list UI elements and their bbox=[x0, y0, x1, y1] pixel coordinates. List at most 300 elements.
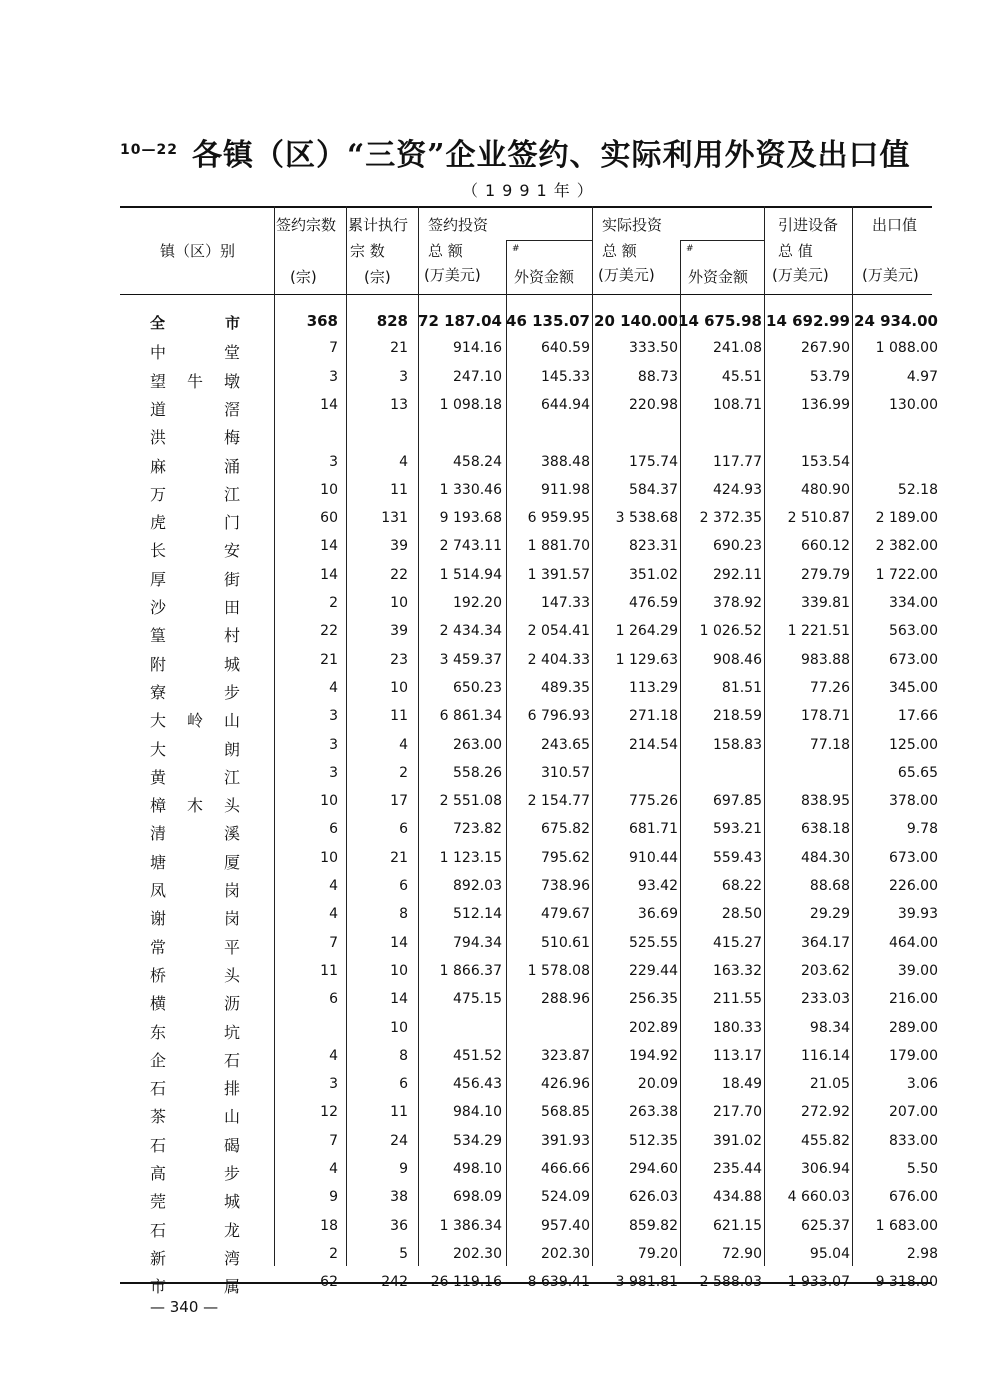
cell-actual-total: 20 140.00 bbox=[594, 312, 678, 330]
cell-contracts: 3 bbox=[329, 708, 338, 724]
cell-cumulative: 9 bbox=[399, 1161, 408, 1177]
cell-contract-foreign: 466.66 bbox=[541, 1161, 590, 1177]
town-label: 樟木头 bbox=[150, 796, 240, 815]
cell-contracts: 6 bbox=[329, 821, 338, 837]
cell-actual-total: 1 129.63 bbox=[615, 652, 678, 668]
cell-export: 5.50 bbox=[906, 1161, 938, 1177]
cell-town bbox=[150, 850, 240, 872]
cell-town bbox=[150, 963, 240, 985]
town-label: 高步 bbox=[150, 1164, 240, 1183]
cell-cumulative: 11 bbox=[390, 708, 408, 724]
cell-contract-foreign: 8 639.41 bbox=[527, 1274, 590, 1290]
cell-equipment: 4 660.03 bbox=[787, 1189, 850, 1205]
cell-town bbox=[150, 878, 240, 900]
cell-town bbox=[150, 1161, 240, 1183]
cell-actual-total: 681.71 bbox=[629, 821, 678, 837]
town-label: 黄江 bbox=[150, 768, 240, 787]
header-bottom-rule bbox=[120, 294, 932, 295]
cell-cumulative: 2 bbox=[399, 765, 408, 781]
cell-export: 24 934.00 bbox=[854, 312, 938, 330]
cell-equipment: 14 692.99 bbox=[766, 312, 850, 330]
cell-export: 65.65 bbox=[897, 765, 938, 781]
cell-actual-foreign: 424.93 bbox=[713, 482, 762, 498]
cell-contracts: 18 bbox=[320, 1218, 338, 1234]
cell-export: 676.00 bbox=[889, 1189, 938, 1205]
town-label: 寮步 bbox=[150, 683, 240, 702]
cell-equipment: 95.04 bbox=[809, 1246, 850, 1262]
cell-actual-total: 214.54 bbox=[629, 737, 678, 753]
cell-cumulative: 6 bbox=[399, 1076, 408, 1092]
cell-contracts: 3 bbox=[329, 1076, 338, 1092]
header-contract-foreign: 外资金额 bbox=[514, 268, 575, 286]
cell-equipment: 77.18 bbox=[809, 737, 850, 753]
cell-town bbox=[150, 397, 240, 419]
cell-contract-total: 1 123.15 bbox=[439, 850, 502, 866]
cell-contracts: 3 bbox=[329, 369, 338, 385]
cell-cumulative: 6 bbox=[399, 878, 408, 894]
cell-export: 39.00 bbox=[897, 963, 938, 979]
cell-actual-total: 175.74 bbox=[629, 454, 678, 470]
cell-contracts: 14 bbox=[320, 397, 338, 413]
cell-contract-total: 9 193.68 bbox=[439, 510, 502, 526]
cell-town bbox=[150, 1133, 240, 1155]
foreign-mark: # bbox=[686, 244, 694, 254]
cell-cumulative: 10 bbox=[390, 963, 408, 979]
cell-contract-foreign: 6 796.93 bbox=[527, 708, 590, 724]
cell-equipment: 178.71 bbox=[801, 708, 850, 724]
cell-cumulative: 3 bbox=[399, 369, 408, 385]
town-label: 麻涌 bbox=[150, 457, 240, 476]
cell-cumulative: 4 bbox=[399, 454, 408, 470]
cell-contracts: 6 bbox=[329, 991, 338, 1007]
cell-contracts: 3 bbox=[329, 737, 338, 753]
cell-contract-total: 458.24 bbox=[453, 454, 502, 470]
town-label: 塘厦 bbox=[150, 853, 240, 872]
cell-actual-total: 584.37 bbox=[629, 482, 678, 498]
cell-contracts: 4 bbox=[329, 680, 338, 696]
town-label: 桥头 bbox=[150, 966, 240, 985]
cell-cumulative: 39 bbox=[390, 623, 408, 639]
cell-contract-foreign: 510.61 bbox=[541, 935, 590, 951]
cell-town bbox=[150, 538, 240, 560]
cell-cumulative: 8 bbox=[399, 906, 408, 922]
cell-contract-foreign: 323.87 bbox=[541, 1048, 590, 1064]
cell-export: 179.00 bbox=[889, 1048, 938, 1064]
header-contracts-unit: (宗) bbox=[290, 268, 317, 286]
cell-actual-total: 113.29 bbox=[629, 680, 678, 696]
cell-contract-foreign: 2 054.41 bbox=[527, 623, 590, 639]
cell-town bbox=[150, 425, 240, 447]
cell-town bbox=[150, 765, 240, 787]
cell-contract-total: 456.43 bbox=[453, 1076, 502, 1092]
cell-contract-total: 192.20 bbox=[453, 595, 502, 611]
cell-export: 833.00 bbox=[889, 1133, 938, 1149]
cell-town bbox=[150, 652, 240, 674]
cell-export: 226.00 bbox=[889, 878, 938, 894]
cell-contracts: 7 bbox=[329, 935, 338, 951]
cell-contract-total: 794.34 bbox=[453, 935, 502, 951]
cell-contracts: 14 bbox=[320, 567, 338, 583]
cell-contracts: 368 bbox=[306, 312, 338, 330]
cell-town bbox=[150, 340, 240, 362]
cell-actual-foreign: 218.59 bbox=[713, 708, 762, 724]
cell-actual-total: 823.31 bbox=[629, 538, 678, 554]
cell-contract-foreign: 243.65 bbox=[541, 737, 590, 753]
cell-export: 1 088.00 bbox=[875, 340, 938, 356]
town-label: 虎门 bbox=[150, 513, 240, 532]
cell-actual-foreign: 2 372.35 bbox=[699, 510, 762, 526]
cell-cumulative: 828 bbox=[376, 312, 408, 330]
cell-contract-foreign: 568.85 bbox=[541, 1104, 590, 1120]
cell-cumulative: 10 bbox=[390, 680, 408, 696]
header-export-unit: (万美元) bbox=[862, 266, 919, 284]
town-label: 全市 bbox=[150, 314, 240, 332]
cell-actual-foreign: 28.50 bbox=[721, 906, 762, 922]
cell-contract-total: 512.14 bbox=[453, 906, 502, 922]
cell-contract-foreign: 202.30 bbox=[541, 1246, 590, 1262]
cell-contract-foreign: 675.82 bbox=[541, 821, 590, 837]
cell-cumulative: 11 bbox=[390, 482, 408, 498]
header-contracts: 签约宗数 bbox=[276, 216, 337, 234]
cell-cumulative: 6 bbox=[399, 821, 408, 837]
cell-cumulative: 39 bbox=[390, 538, 408, 554]
cell-equipment: 2 510.87 bbox=[787, 510, 850, 526]
cell-export: 39.93 bbox=[897, 906, 938, 922]
cell-town bbox=[150, 1274, 240, 1296]
cell-contract-total: 202.30 bbox=[453, 1246, 502, 1262]
cell-actual-foreign: 14 675.98 bbox=[678, 312, 762, 330]
cell-cumulative: 14 bbox=[390, 991, 408, 1007]
cell-actual-foreign: 113.17 bbox=[713, 1048, 762, 1064]
cell-contract-total: 984.10 bbox=[453, 1104, 502, 1120]
cell-town bbox=[150, 1246, 240, 1268]
cell-town bbox=[150, 1048, 240, 1070]
cell-contracts: 9 bbox=[329, 1189, 338, 1205]
col-divider bbox=[680, 240, 681, 1266]
cell-contract-total: 534.29 bbox=[453, 1133, 502, 1149]
town-label: 谢岗 bbox=[150, 909, 240, 928]
cell-contract-total: 892.03 bbox=[453, 878, 502, 894]
cell-contract-total: 1 866.37 bbox=[439, 963, 502, 979]
cell-equipment: 272.92 bbox=[801, 1104, 850, 1120]
cell-actual-foreign: 1 026.52 bbox=[699, 623, 762, 639]
cell-contract-foreign: 738.96 bbox=[541, 878, 590, 894]
cell-equipment: 77.26 bbox=[809, 680, 850, 696]
cell-export: 334.00 bbox=[889, 595, 938, 611]
header-export: 出口值 bbox=[872, 216, 918, 234]
cell-equipment: 364.17 bbox=[801, 935, 850, 951]
cell-contract-foreign: 795.62 bbox=[541, 850, 590, 866]
cell-actual-foreign: 108.71 bbox=[713, 397, 762, 413]
cell-cumulative: 10 bbox=[390, 595, 408, 611]
town-label: 横沥 bbox=[150, 994, 240, 1013]
cell-contract-total: 498.10 bbox=[453, 1161, 502, 1177]
cell-town bbox=[150, 1020, 240, 1042]
cell-equipment: 136.99 bbox=[801, 397, 850, 413]
cell-town bbox=[150, 454, 240, 476]
header-contract-investment-unit: (万美元) bbox=[424, 266, 481, 284]
town-label: 常平 bbox=[150, 938, 240, 957]
cell-contracts: 7 bbox=[329, 1133, 338, 1149]
cell-contract-total: 451.52 bbox=[453, 1048, 502, 1064]
cell-contracts: 22 bbox=[320, 623, 338, 639]
cell-contract-total: 1 514.94 bbox=[439, 567, 502, 583]
cell-actual-total: 93.42 bbox=[637, 878, 678, 894]
cell-equipment: 625.37 bbox=[801, 1218, 850, 1234]
cell-contract-foreign: 489.35 bbox=[541, 680, 590, 696]
cell-actual-foreign: 593.21 bbox=[713, 821, 762, 837]
cell-actual-total: 3 981.81 bbox=[615, 1274, 678, 1290]
cell-export: 9.78 bbox=[906, 821, 938, 837]
town-label: 望牛墩 bbox=[150, 372, 240, 391]
cell-actual-total: 88.73 bbox=[637, 369, 678, 385]
cell-cumulative: 14 bbox=[390, 935, 408, 951]
cell-export: 17.66 bbox=[897, 708, 938, 724]
cell-contract-foreign: 644.94 bbox=[541, 397, 590, 413]
town-label: 凤岗 bbox=[150, 881, 240, 900]
cell-actual-total: 229.44 bbox=[629, 963, 678, 979]
cell-actual-total: 220.98 bbox=[629, 397, 678, 413]
cell-town bbox=[150, 737, 240, 759]
cell-cumulative: 131 bbox=[381, 510, 408, 526]
cell-actual-foreign: 81.51 bbox=[721, 680, 762, 696]
cell-actual-foreign: 391.02 bbox=[713, 1133, 762, 1149]
cell-cumulative: 36 bbox=[390, 1218, 408, 1234]
cell-contract-foreign: 310.57 bbox=[541, 765, 590, 781]
town-label: 道滘 bbox=[150, 400, 240, 419]
cell-actual-total: 202.89 bbox=[629, 1020, 678, 1036]
cell-export: 52.18 bbox=[897, 482, 938, 498]
cell-actual-foreign: 292.11 bbox=[713, 567, 762, 583]
cell-contracts: 2 bbox=[329, 1246, 338, 1262]
cell-contracts: 12 bbox=[320, 1104, 338, 1120]
cell-contract-foreign: 46 135.07 bbox=[506, 312, 590, 330]
cell-cumulative: 5 bbox=[399, 1246, 408, 1262]
cell-contract-total: 247.10 bbox=[453, 369, 502, 385]
col-divider bbox=[346, 206, 347, 1266]
cell-contracts: 10 bbox=[320, 793, 338, 809]
cell-contract-total: 1 098.18 bbox=[439, 397, 502, 413]
header-actual-investment: 实际投资 bbox=[602, 216, 663, 234]
header-equipment: 引进设备 bbox=[778, 216, 839, 234]
cell-town bbox=[150, 312, 240, 334]
cell-contracts: 60 bbox=[320, 510, 338, 526]
cell-actual-total: 263.38 bbox=[629, 1104, 678, 1120]
cell-cumulative: 21 bbox=[390, 850, 408, 866]
cell-contract-foreign: 426.96 bbox=[541, 1076, 590, 1092]
header-cumulative: 累计执行 bbox=[348, 216, 409, 234]
cell-town bbox=[150, 567, 240, 589]
cell-export: 289.00 bbox=[889, 1020, 938, 1036]
cell-equipment: 306.94 bbox=[801, 1161, 850, 1177]
town-label: 石碣 bbox=[150, 1136, 240, 1155]
cell-actual-foreign: 621.15 bbox=[713, 1218, 762, 1234]
cell-contract-foreign: 524.09 bbox=[541, 1189, 590, 1205]
town-label: 篁村 bbox=[150, 626, 240, 645]
cell-actual-foreign: 690.23 bbox=[713, 538, 762, 554]
cell-contract-total: 2 551.08 bbox=[439, 793, 502, 809]
cell-actual-foreign: 45.51 bbox=[721, 369, 762, 385]
cell-actual-total: 626.03 bbox=[629, 1189, 678, 1205]
cell-cumulative: 4 bbox=[399, 737, 408, 753]
cell-town bbox=[150, 680, 240, 702]
cell-actual-foreign: 211.55 bbox=[713, 991, 762, 1007]
cell-cumulative: 13 bbox=[390, 397, 408, 413]
cell-contract-total: 698.09 bbox=[453, 1189, 502, 1205]
cell-actual-foreign: 235.44 bbox=[713, 1161, 762, 1177]
cell-actual-total: 859.82 bbox=[629, 1218, 678, 1234]
cell-contract-foreign: 640.59 bbox=[541, 340, 590, 356]
cell-export: 378.00 bbox=[889, 793, 938, 809]
cell-town bbox=[150, 1076, 240, 1098]
cell-equipment: 203.62 bbox=[801, 963, 850, 979]
cell-equipment: 480.90 bbox=[801, 482, 850, 498]
cell-equipment: 98.34 bbox=[809, 1020, 850, 1036]
cell-contract-total: 558.26 bbox=[453, 765, 502, 781]
cell-contract-foreign: 479.67 bbox=[541, 906, 590, 922]
cell-actual-total: 79.20 bbox=[637, 1246, 678, 1262]
cell-actual-foreign: 378.92 bbox=[713, 595, 762, 611]
col-divider bbox=[274, 206, 275, 1266]
cell-actual-total: 333.50 bbox=[629, 340, 678, 356]
cell-town bbox=[150, 708, 240, 730]
page-number: — 340 — bbox=[150, 1298, 219, 1316]
cell-contracts: 62 bbox=[320, 1274, 338, 1290]
cell-town bbox=[150, 595, 240, 617]
header-actual-foreign: 外资金额 bbox=[688, 268, 749, 286]
cell-contract-foreign: 957.40 bbox=[541, 1218, 590, 1234]
town-label: 石龙 bbox=[150, 1221, 240, 1240]
cell-contract-total: 72 187.04 bbox=[418, 312, 502, 330]
cell-contract-foreign: 388.48 bbox=[541, 454, 590, 470]
cell-equipment: 53.79 bbox=[809, 369, 850, 385]
cell-actual-foreign: 18.49 bbox=[721, 1076, 762, 1092]
cell-contract-foreign: 1 391.57 bbox=[527, 567, 590, 583]
town-label: 厚街 bbox=[150, 570, 240, 589]
cell-export: 345.00 bbox=[889, 680, 938, 696]
cell-contract-total: 1 330.46 bbox=[439, 482, 502, 498]
cell-actual-total: 351.02 bbox=[629, 567, 678, 583]
cell-contract-total: 263.00 bbox=[453, 737, 502, 753]
cell-equipment: 983.88 bbox=[801, 652, 850, 668]
title-row bbox=[120, 130, 920, 173]
cell-export: 207.00 bbox=[889, 1104, 938, 1120]
cell-export: 3.06 bbox=[906, 1076, 938, 1092]
cell-equipment: 88.68 bbox=[809, 878, 850, 894]
cell-actual-total: 512.35 bbox=[629, 1133, 678, 1149]
cell-contract-total: 723.82 bbox=[453, 821, 502, 837]
cell-equipment: 233.03 bbox=[801, 991, 850, 1007]
cell-contract-foreign: 2 404.33 bbox=[527, 652, 590, 668]
cell-contract-total: 914.16 bbox=[453, 340, 502, 356]
cell-export: 9 318.00 bbox=[875, 1274, 938, 1290]
cell-contract-total: 3 459.37 bbox=[439, 652, 502, 668]
cell-actual-total: 194.92 bbox=[629, 1048, 678, 1064]
cell-export: 673.00 bbox=[889, 652, 938, 668]
town-label: 大朗 bbox=[150, 740, 240, 759]
cell-cumulative: 10 bbox=[390, 1020, 408, 1036]
town-label: 企石 bbox=[150, 1051, 240, 1070]
cell-contract-foreign: 288.96 bbox=[541, 991, 590, 1007]
cell-actual-total: 476.59 bbox=[629, 595, 678, 611]
cell-equipment: 455.82 bbox=[801, 1133, 850, 1149]
cell-actual-total: 271.18 bbox=[629, 708, 678, 724]
subheader-rule bbox=[506, 240, 592, 241]
cell-actual-total: 525.55 bbox=[629, 935, 678, 951]
cell-town bbox=[150, 1218, 240, 1240]
town-label: 附城 bbox=[150, 655, 240, 674]
cell-cumulative: 23 bbox=[390, 652, 408, 668]
header-actual-investment-sub: 总 额 bbox=[602, 242, 637, 260]
header-cumulative-unit: (宗) bbox=[364, 268, 391, 286]
cell-export: 673.00 bbox=[889, 850, 938, 866]
cell-export: 2.98 bbox=[906, 1246, 938, 1262]
cell-actual-foreign: 68.22 bbox=[721, 878, 762, 894]
cell-equipment: 838.95 bbox=[801, 793, 850, 809]
cell-contracts: 2 bbox=[329, 595, 338, 611]
header-actual-investment-unit: (万美元) bbox=[598, 266, 655, 284]
cell-contract-foreign: 147.33 bbox=[541, 595, 590, 611]
cell-town bbox=[150, 821, 240, 843]
town-label: 大岭山 bbox=[150, 711, 240, 730]
cell-export: 1 683.00 bbox=[875, 1218, 938, 1234]
col-divider bbox=[852, 206, 853, 1266]
cell-town bbox=[150, 1189, 240, 1211]
town-label: 清溪 bbox=[150, 824, 240, 843]
table-code: 10—22 bbox=[120, 142, 178, 158]
cell-equipment: 484.30 bbox=[801, 850, 850, 866]
cell-actual-foreign: 72.90 bbox=[721, 1246, 762, 1262]
cell-contracts: 3 bbox=[329, 454, 338, 470]
cell-actual-total: 36.69 bbox=[637, 906, 678, 922]
cell-export: 1 722.00 bbox=[875, 567, 938, 583]
cell-actual-total: 20.09 bbox=[637, 1076, 678, 1092]
cell-equipment: 21.05 bbox=[809, 1076, 850, 1092]
cell-town bbox=[150, 1104, 240, 1126]
cell-contract-total: 6 861.34 bbox=[439, 708, 502, 724]
cell-contracts: 4 bbox=[329, 1161, 338, 1177]
cell-export: 130.00 bbox=[889, 397, 938, 413]
town-label: 新湾 bbox=[150, 1249, 240, 1268]
cell-town bbox=[150, 623, 240, 645]
cell-equipment: 267.90 bbox=[801, 340, 850, 356]
cell-actual-total: 256.35 bbox=[629, 991, 678, 1007]
cell-contract-total: 2 743.11 bbox=[439, 538, 502, 554]
cell-contracts: 21 bbox=[320, 652, 338, 668]
cell-town bbox=[150, 482, 240, 504]
cell-export: 464.00 bbox=[889, 935, 938, 951]
cell-contract-total: 650.23 bbox=[453, 680, 502, 696]
table-top-rule bbox=[120, 206, 932, 208]
cell-town bbox=[150, 369, 240, 391]
cell-cumulative: 38 bbox=[390, 1189, 408, 1205]
town-label: 东坑 bbox=[150, 1023, 240, 1042]
cell-actual-foreign: 908.46 bbox=[713, 652, 762, 668]
cell-cumulative: 8 bbox=[399, 1048, 408, 1064]
cell-contracts: 10 bbox=[320, 850, 338, 866]
cell-actual-foreign: 434.88 bbox=[713, 1189, 762, 1205]
header-contract-investment: 签约投资 bbox=[428, 216, 489, 234]
cell-equipment: 29.29 bbox=[809, 906, 850, 922]
town-label: 茶山 bbox=[150, 1107, 240, 1126]
cell-export: 125.00 bbox=[889, 737, 938, 753]
cell-contract-total: 26 119.16 bbox=[430, 1274, 502, 1290]
town-label: 长安 bbox=[150, 541, 240, 560]
cell-actual-foreign: 559.43 bbox=[713, 850, 762, 866]
cell-equipment: 1 221.51 bbox=[787, 623, 850, 639]
header-equipment-unit: (万美元) bbox=[772, 266, 829, 284]
cell-equipment: 339.81 bbox=[801, 595, 850, 611]
